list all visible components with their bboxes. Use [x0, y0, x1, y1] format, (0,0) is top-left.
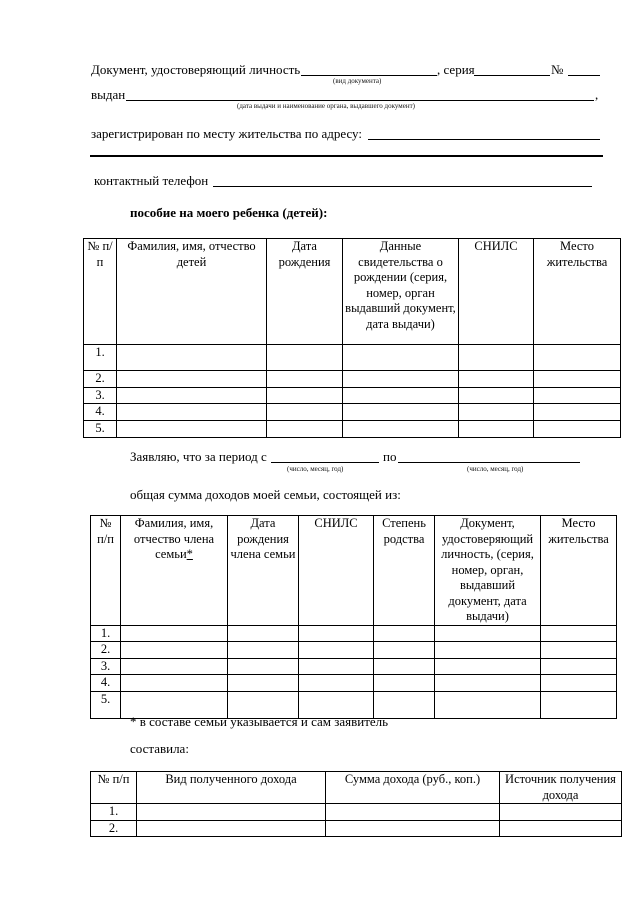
row-number: 3.	[91, 658, 121, 675]
cell-snils[interactable]	[459, 345, 534, 371]
cell-residence[interactable]	[534, 387, 621, 404]
cell-residence[interactable]	[541, 658, 617, 675]
issued-hint: (дата выдачи и наименование органа, выдавшего документ)	[237, 102, 415, 110]
cell-residence[interactable]	[541, 675, 617, 692]
issued-comma: ,	[595, 87, 599, 102]
period-to-label: по	[383, 449, 397, 464]
header-snils: СНИЛС	[459, 239, 534, 345]
cell-birth-date[interactable]	[228, 642, 299, 659]
cell-identity-doc[interactable]	[435, 642, 541, 659]
header-identity-document: Документ, удостоверяющий личность, (серия, номер, орган, выдавший документ, дата выдачи)	[435, 516, 541, 626]
header-member-name-text: Фамилия, имя, отчество члена семьи	[133, 516, 215, 561]
cell-certificate[interactable]	[343, 420, 459, 437]
header-member-full-name	[121, 516, 228, 626]
cell-snils[interactable]	[299, 658, 374, 675]
cell-child-name[interactable]	[117, 404, 267, 421]
row-number: 2.	[84, 371, 117, 388]
table-row	[84, 404, 621, 421]
cell-birth-date[interactable]	[228, 675, 299, 692]
cell-snils[interactable]	[299, 625, 374, 642]
footnote: * в составе семьи указывается и сам заявитель	[130, 714, 389, 729]
address-continuation-line[interactable]	[90, 155, 603, 157]
cell-member-name[interactable]	[121, 658, 228, 675]
table-row	[91, 820, 622, 837]
registered-address-field[interactable]	[368, 139, 600, 140]
cell-residence[interactable]	[534, 404, 621, 421]
cell-snils[interactable]	[459, 404, 534, 421]
cell-residence[interactable]	[541, 642, 617, 659]
id-document-label: Документ, удостоверяющий личность	[91, 62, 301, 77]
header-relationship: Степень родства	[374, 516, 435, 626]
contact-phone-field[interactable]	[213, 186, 592, 187]
cell-birth-date[interactable]	[267, 404, 343, 421]
header-number: № п/п	[91, 516, 121, 626]
income-table	[90, 771, 622, 837]
cell-identity-doc[interactable]	[435, 675, 541, 692]
cell-child-name[interactable]	[117, 371, 267, 388]
cell-child-name[interactable]	[117, 345, 267, 371]
header-residence: Место жительства	[534, 239, 621, 345]
cell-snils[interactable]	[299, 675, 374, 692]
cell-residence[interactable]	[534, 345, 621, 371]
header-birth-date: Дата рождения	[267, 239, 343, 345]
cell-income-amount[interactable]	[326, 820, 500, 837]
cell-birth-date[interactable]	[228, 658, 299, 675]
cell-relationship[interactable]	[374, 625, 435, 642]
table-row	[91, 625, 617, 642]
table-row	[84, 345, 621, 371]
cell-residence[interactable]	[541, 625, 617, 642]
series-field[interactable]	[474, 75, 550, 76]
row-number: 5.	[91, 691, 121, 718]
period-from-field[interactable]	[271, 462, 379, 463]
cell-income-amount[interactable]	[326, 804, 500, 821]
family-table	[90, 515, 617, 719]
cell-certificate[interactable]	[343, 371, 459, 388]
row-number: 3.	[84, 387, 117, 404]
row-number: 4.	[84, 404, 117, 421]
registered-address-label: зарегистрирован по месту жительства по адресу:	[91, 126, 363, 141]
cell-income-type[interactable]	[137, 804, 326, 821]
cell-income-type[interactable]	[137, 820, 326, 837]
children-table-header-row	[84, 239, 621, 345]
cell-residence[interactable]	[534, 371, 621, 388]
period-label: Заявляю, что за период с	[130, 449, 267, 464]
row-number: 5.	[84, 420, 117, 437]
family-table-header-row	[91, 516, 617, 626]
header-birth-certificate: Данные свидетельства о рождении (серия, номер, орган выдавший документ, дата выдачи)	[343, 239, 459, 345]
header-residence: Место жительства	[541, 516, 617, 626]
cell-certificate[interactable]	[343, 404, 459, 421]
row-number: 1.	[84, 345, 117, 371]
cell-snils[interactable]	[459, 420, 534, 437]
issued-field[interactable]	[126, 100, 594, 101]
children-table	[83, 238, 621, 438]
row-number: 1.	[91, 804, 137, 821]
cell-snils[interactable]	[299, 642, 374, 659]
cell-member-name[interactable]	[121, 642, 228, 659]
row-number: 1.	[91, 625, 121, 642]
cell-member-name[interactable]	[121, 675, 228, 692]
header-number: № п/п	[91, 772, 137, 804]
amounted-label: составила:	[130, 741, 189, 756]
benefit-heading: пособие на моего ребенка (детей):	[130, 205, 328, 220]
period-to-hint: (число, месяц, год)	[467, 465, 524, 473]
cell-identity-doc[interactable]	[435, 658, 541, 675]
cell-income-source[interactable]	[500, 804, 622, 821]
row-number: 2.	[91, 642, 121, 659]
cell-snils[interactable]	[459, 371, 534, 388]
header-snils: СНИЛС	[299, 516, 374, 626]
number-sign: №	[551, 62, 564, 77]
cell-birth-date[interactable]	[267, 420, 343, 437]
family-income-label: общая сумма доходов моей семьи, состоящей из:	[130, 487, 401, 502]
income-table-header-row	[91, 772, 622, 804]
cell-child-name[interactable]	[117, 387, 267, 404]
period-to-field[interactable]	[398, 462, 580, 463]
cell-member-name[interactable]	[121, 625, 228, 642]
row-number: 4.	[91, 675, 121, 692]
cell-residence[interactable]	[541, 691, 617, 718]
table-row	[91, 642, 617, 659]
cell-identity-doc[interactable]	[435, 625, 541, 642]
cell-identity-doc[interactable]	[435, 691, 541, 718]
header-income-type: Вид полученного дохода	[137, 772, 326, 804]
row-number: 2.	[91, 820, 137, 837]
table-row	[84, 387, 621, 404]
cell-birth-date[interactable]	[267, 387, 343, 404]
contact-phone-label: контактный телефон	[94, 173, 209, 188]
period-from-hint: (число, месяц, год)	[287, 465, 344, 473]
table-row	[91, 804, 622, 821]
cell-relationship[interactable]	[374, 675, 435, 692]
issued-label: выдан	[91, 87, 126, 102]
table-row	[91, 675, 617, 692]
cell-child-name[interactable]	[117, 420, 267, 437]
cell-certificate[interactable]	[343, 345, 459, 371]
document-type-hint: (вид документа)	[333, 77, 382, 85]
cell-income-source[interactable]	[500, 820, 622, 837]
cell-residence[interactable]	[534, 420, 621, 437]
cell-certificate[interactable]	[343, 387, 459, 404]
series-label: , серия	[437, 62, 475, 77]
header-income-source: Источник получения дохода	[500, 772, 622, 804]
header-income-amount: Сумма дохода (руб., коп.)	[326, 772, 500, 804]
cell-birth-date[interactable]	[267, 371, 343, 388]
cell-snils[interactable]	[459, 387, 534, 404]
table-row	[84, 420, 621, 437]
header-member-birth-date: Дата рождения члена семьи	[228, 516, 299, 626]
cell-relationship[interactable]	[374, 642, 435, 659]
cell-relationship[interactable]	[374, 658, 435, 675]
header-number: № п/п	[84, 239, 117, 345]
table-row	[91, 658, 617, 675]
table-row	[84, 371, 621, 388]
document-number-field[interactable]	[568, 75, 600, 76]
footnote-marker: *	[186, 547, 193, 561]
header-child-full-name: Фамилия, имя, отчество детей	[117, 239, 267, 345]
cell-birth-date[interactable]	[228, 625, 299, 642]
cell-birth-date[interactable]	[267, 345, 343, 371]
id-document-type-field[interactable]	[301, 75, 437, 76]
